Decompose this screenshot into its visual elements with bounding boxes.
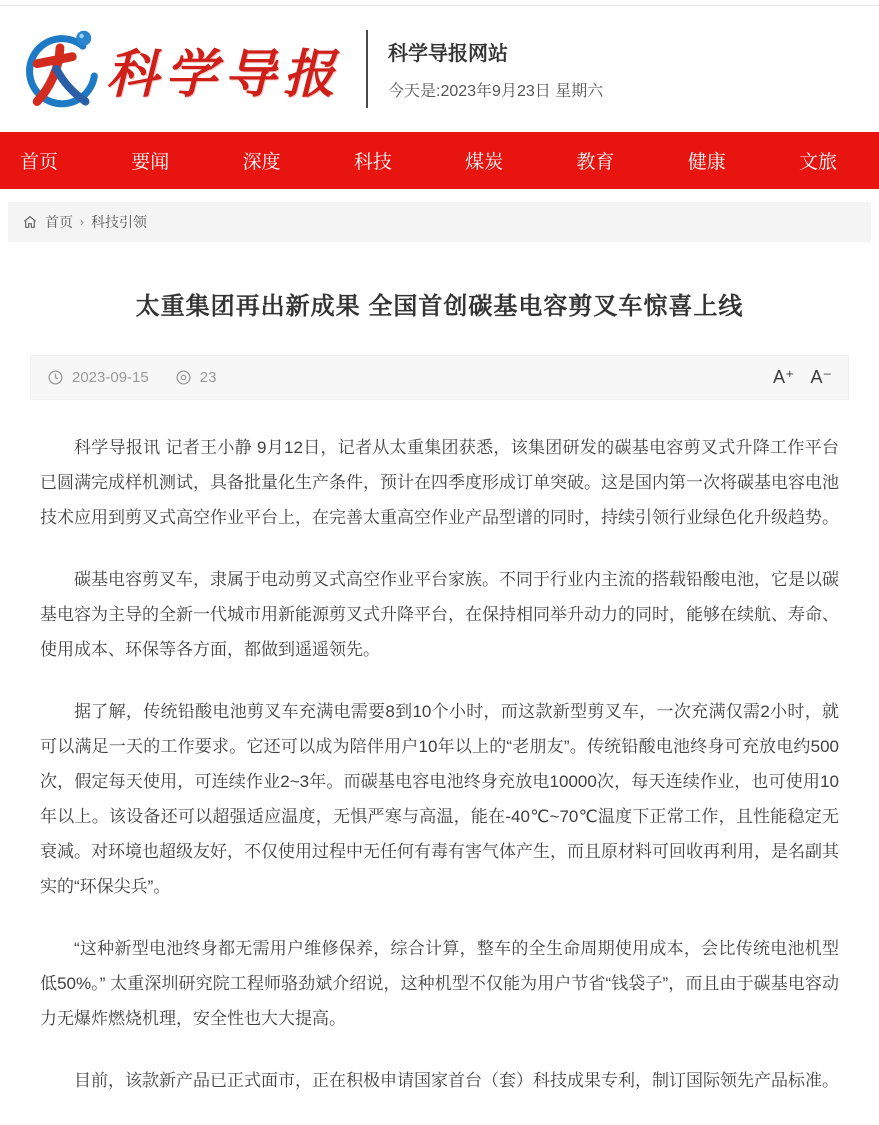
view-count: 23 (199, 369, 217, 386)
publish-date: 2023-09-15 (72, 369, 149, 386)
header-divider (366, 30, 368, 108)
main-nav (0, 132, 879, 189)
breadcrumb (8, 202, 871, 242)
eye-icon (175, 369, 192, 386)
article-paragraph: 碳基电容剪叉车，隶属于电动剪叉式高空作业平台家族。不同于行业内主流的搭载铅酸电池，它是以碳基电容为主导的全新一代城市用新能源剪叉式升降平台，在保持相同举升动力的同时，能够在续航、寿命、使用成本、环保等各方面，都做到遥遥领先。 (40, 570, 839, 659)
nav-item-health[interactable]: 健康 (687, 152, 726, 173)
nav-item-news[interactable]: 要闻 (131, 152, 170, 173)
site-header (0, 6, 879, 132)
logo-emblem-icon (16, 25, 104, 113)
logo-text: 科学导报 (106, 46, 343, 104)
clock-icon (47, 369, 64, 386)
nav-item-coal[interactable]: 煤炭 (465, 152, 504, 173)
article (0, 286, 879, 1098)
nav-item-home[interactable]: 首页 (20, 152, 59, 173)
nav-item-culture-tourism[interactable]: 文旅 (798, 152, 837, 173)
nav-item-tech[interactable]: 科技 (353, 152, 392, 173)
breadcrumb-current: 科技引领 (91, 214, 147, 230)
header-info (388, 37, 603, 101)
font-decrease-button[interactable]: A⁻ (810, 367, 832, 387)
breadcrumb-home[interactable]: 首页 (45, 214, 73, 230)
article-paragraph: 科学导报讯 记者王小静 9月12日，记者从太重集团获悉，该集团研发的碳基电容剪叉式升降工作平台已圆满完成样机测试，具备批量化生产条件，预计在四季度形成订单突破。这是国内第一次将碳基电容电池技术应用到剪叉式高空作业平台上，在完善太重高空作业产品型谱的同时，持续引领行业绿色化升级趋势。 (40, 438, 839, 527)
article-paragraph: 目前，该款新产品已正式面市，正在积极申请国家首台（套）科技成果专利，制订国际领先产品标准。 (74, 1071, 839, 1090)
article-body (40, 430, 839, 1098)
article-paragraph: 据了解，传统铅酸电池剪叉车充满电需要8到10个小时，而这款新型剪叉车，一次充满仅需2小时，就可以满足一天的工作要求。它还可以成为陪伴用户10年以上的“老朋友”。传统铅酸电池终身可充放电约500次，假定每天使用，可连续作业2~3年。而碳基电容电池终身充放电10000次，每天连续作业，也可使用10年以上。该设备还可以超强适应温度，无惧严寒与高温，能在-40℃~70℃温度下正常工作，且性能稳定无衰减。对环境也超级友好，不仅使用过程中无任何有毒有害气体产生，而且原材料可回收再利用，是名副其实的“环保尖兵”。 (40, 702, 839, 896)
article-meta-bar (30, 355, 849, 400)
current-date: 今天是:2023年9月23日 星期六 (388, 83, 604, 100)
site-name: 科学导报网站 (388, 43, 509, 65)
font-size-controls (773, 367, 832, 388)
article-meta-left (47, 369, 216, 386)
font-increase-button[interactable]: A⁺ (772, 367, 795, 387)
home-icon (22, 214, 38, 230)
site-logo[interactable] (16, 25, 342, 113)
article-paragraph: “这种新型电池终身都无需用户维修保养，综合计算，整车的全生命周期使用成本，会比传统电池机型低50%。” 太重深圳研究院工程师骆劲斌介绍说，这种机型不仅能为用户节省“钱袋子”，而且由于碳基电容动力无爆炸燃烧机理，安全性也大大提高。 (40, 939, 839, 1028)
nav-item-education[interactable]: 教育 (576, 152, 615, 173)
article-title: 太重集团再出新成果 全国首创碳基电容剪叉车惊喜上线 (135, 293, 744, 320)
nav-item-depth[interactable]: 深度 (242, 152, 281, 173)
breadcrumb-separator-icon: › (80, 215, 84, 229)
